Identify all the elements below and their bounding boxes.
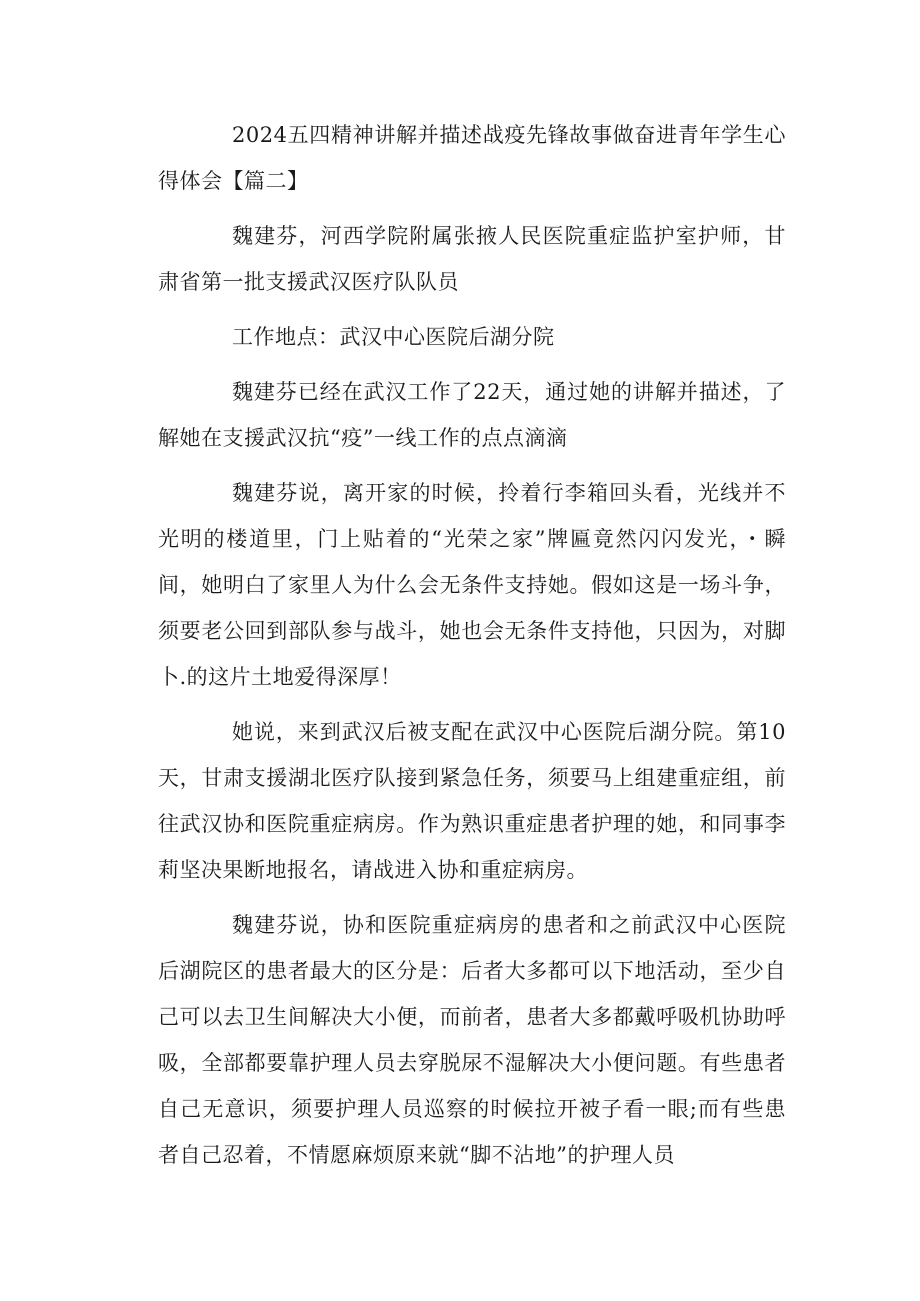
paragraph-icu-patients: 魏建芬说，协和医院重症病房的患者和之前武汉中心医院后湖院区的患者最大的区分是：后者大多都可以下地活动，至少自己可以去卫生间解决大小便，而前者，患者大多都戴呼吸机协助呼吸，全部都要靠护理人员去穿脱尿不湿解决大小便问题。有些患者自己无意识，须要护理人员巡察的时候拉开被子看一眼;而有些患者自己忍着，不情愿麻烦原来就“脚不沾地”的护理人员 [158, 913, 786, 1167]
paragraph-work-location: 工作地点：武汉中心医院后湖分院 [232, 325, 555, 349]
paragraph-intro: 魏建芬已经在武汉工作了22天，通过她的讲解并描述，了解她在支援武汉抗“疫”一线工作的点点滴滴 [158, 380, 786, 450]
document-title: 2024五四精神讲解并描述战疫先锋故事做奋进青年学生心得体会【篇二】 [158, 123, 786, 193]
paragraph-leaving-home: 魏建芬说，离开家的时候，拎着行李箱回头看，光线并不光明的楼道里，门上贴着的“光荣之家”牌匾竟然闪闪发光，・瞬间，她明白了家里人为什么会无条件支持她。假如这是一场斗争，须要老公回到部队参与战斗，她也会无条件支持他，只因为，对脚卜.的这片土地爱得深厚！ [158, 481, 786, 689]
paragraph-profile: 魏建芬，河西学院附属张掖人民医院重症监护室护师，甘肃省第一批支援武汉医疗队队员 [158, 224, 786, 294]
document-body [158, 112, 786, 1178]
paragraph-assignment: 她说，来到武汉后被支配在武汉中心医院后湖分院。第10天，甘肃支援湖北医疗队接到紧急任务，须要马上组建重症组，前往武汉协和医院重症病房。作为熟识重症患者护理的她，和同事李莉坚决果断地报名，请战进入协和重症病房。 [158, 720, 786, 882]
